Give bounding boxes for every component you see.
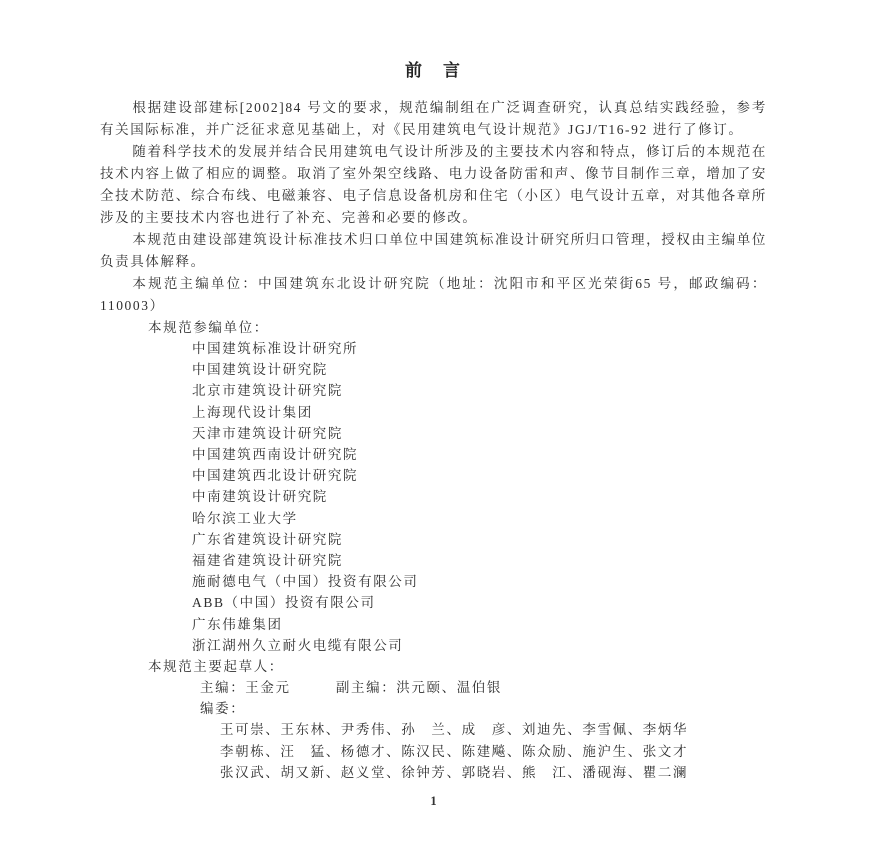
list-item: 福建省建筑设计研究院 xyxy=(192,553,343,569)
editorial-board-row: 张汉武、胡又新、赵义堂、徐钟芳、郭晓岩、熊 江、潘砚海、瞿二澜 xyxy=(220,765,689,781)
drafters-label: 本规范主要起草人： xyxy=(148,659,284,675)
list-item: 中国建筑设计研究院 xyxy=(192,362,328,378)
list-item: 浙江湖州久立耐火电缆有限公司 xyxy=(192,637,404,653)
participating-units-label: 本规范参编单位： xyxy=(148,320,269,335)
list-item: 中国建筑西南设计研究院 xyxy=(192,447,359,463)
editorial-board-label: 编委： xyxy=(200,701,246,717)
list-item: 北京市建筑设计研究院 xyxy=(192,383,343,399)
list-item: 天津市建筑设计研究院 xyxy=(192,425,343,441)
page-number: 1 xyxy=(430,793,437,808)
chief-editors-line: 主编：王金元 副主编：洪元颐、温伯银 xyxy=(200,680,502,696)
list-item: ABB（中国）投资有限公司 xyxy=(192,595,376,611)
paragraph-intro: 根据建设部建标[2002]84 号文的要求，规范编制组在广泛调查研究，认真总结实践经验，参考有关国际标准，并广泛征求意见基础上，对《民用建筑电气设计规范》JGJ/T16-92 进行了修订。 xyxy=(100,100,767,137)
list-item: 中国建筑西北设计研究院 xyxy=(192,468,359,484)
paragraph-management: 本规范由建设部建筑设计标准技术归口单位中国建筑标准设计研究所归口管理，授权由主编单位负责具体解释。 xyxy=(100,232,767,269)
list-item: 施耐德电气（中国）投资有限公司 xyxy=(192,574,419,590)
page-title: 前 言 xyxy=(405,61,462,80)
list-item: 广东伟雄集团 xyxy=(192,616,283,632)
list-item: 广东省建筑设计研究院 xyxy=(192,531,343,547)
list-item: 哈尔滨工业大学 xyxy=(192,510,298,526)
list-item: 上海现代设计集团 xyxy=(192,404,313,420)
paragraph-chief-unit: 本规范主编单位：中国建筑东北设计研究院（地址：沈阳市和平区光荣街65 号，邮政编码：110003） xyxy=(100,276,767,313)
list-item: 中南建筑设计研究院 xyxy=(192,489,328,505)
editorial-board-row: 王可崇、王东林、尹秀伟、孙 兰、成 彦、刘迪先、李雪佩、李炳华 xyxy=(220,722,689,738)
list-item: 中国建筑标准设计研究所 xyxy=(192,341,359,356)
editorial-board-row: 李朝栋、汪 猛、杨德才、陈汉民、陈建飚、陈众励、施沪生、张文才 xyxy=(220,743,689,759)
participating-units-list xyxy=(100,338,767,656)
paragraph-revision-scope: 随着科学技术的发展并结合民用建筑电气设计所涉及的主要技术内容和特点，修订后的本规范在技术内容上做了相应的调整。取消了室外架空线路、电力设备防雷和声、像节目制作三章，增加了安全技术防范、综合布线、电磁兼容、电子信息设备机房和住宅（小区）电气设计五章，对其他各章所涉及的主要技术内容也进行了补充、完善和必要的修改。 xyxy=(100,144,767,225)
